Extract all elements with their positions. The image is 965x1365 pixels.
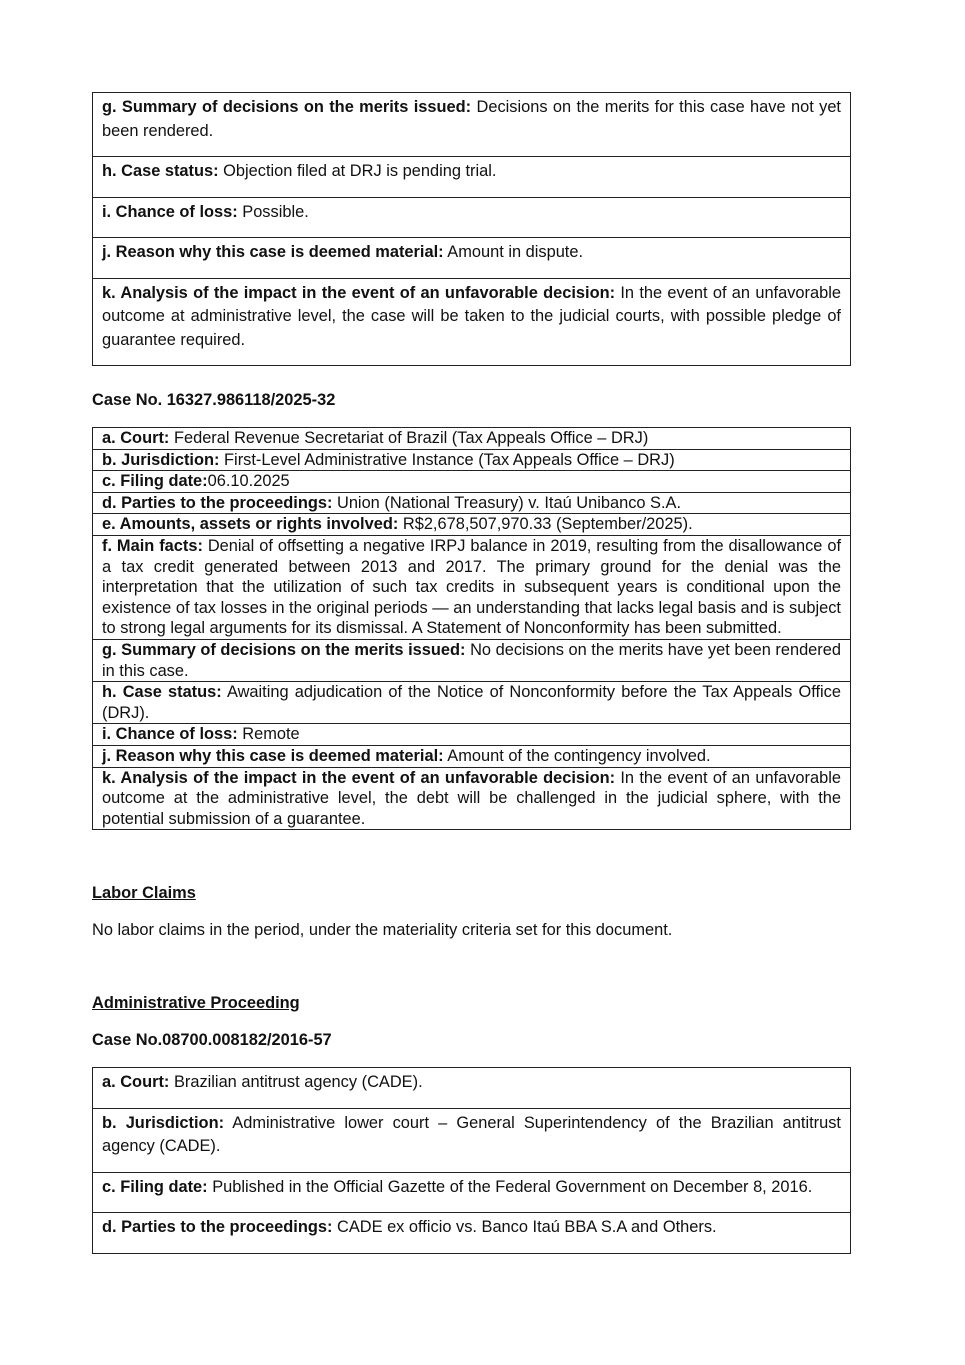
table-row bbox=[93, 449, 851, 471]
table-cell bbox=[93, 767, 851, 830]
field-value: Brazilian antitrust agency (CADE). bbox=[169, 1073, 423, 1091]
table-cell bbox=[93, 449, 851, 471]
table-row bbox=[93, 492, 851, 514]
table-cell bbox=[93, 724, 851, 746]
field-label: i. Chance of loss: bbox=[102, 202, 238, 221]
case-details-table-2 bbox=[92, 427, 851, 830]
table-cell bbox=[93, 514, 851, 536]
table-row bbox=[93, 93, 851, 157]
field-label: c. Filing date: bbox=[102, 1177, 208, 1196]
field-value: No decisions on the merits have yet been rendered in this case. bbox=[102, 640, 841, 680]
table-row bbox=[93, 1172, 851, 1213]
field-label: j. Reason why this case is deemed material: bbox=[102, 243, 444, 261]
case-details-table-1 bbox=[92, 92, 851, 366]
field-label: a. Court: bbox=[102, 1073, 170, 1091]
table-cell bbox=[93, 428, 851, 450]
field-label: a. Court: bbox=[102, 429, 170, 447]
case-title: Case No. 16327.986118/2025-32 bbox=[92, 391, 336, 409]
table-cell bbox=[93, 238, 851, 279]
table-cell bbox=[93, 197, 851, 238]
table-row bbox=[93, 1068, 851, 1109]
table-row bbox=[93, 514, 851, 536]
field-value: R$2,678,507,970.33 (September/2025). bbox=[398, 515, 693, 534]
field-label: b. Jurisdiction: bbox=[102, 450, 220, 469]
field-value: Awaiting adjudication of the Notice of Nonconformity before the Tax Appeals Office (DRJ). bbox=[102, 683, 841, 722]
field-value: Denial of offsetting a negative IRPJ balance in 2019, resulting from the disallowance of a tax credit generated between 2013 and 2017. The primary ground for the denial was the interpretation that the utilization of such tax credits in subsequent years is conditional upon the existence of tax losses in the original periods — an understanding that lacks legal basis and is subject to strong legal arguments for its dismissal. A Statement of Nonconformity has been submitted. bbox=[102, 536, 841, 638]
case-title: Case No.08700.008182/2016-57 bbox=[92, 1031, 332, 1049]
field-value: Union (National Treasury) v. Itaú Unibanco S.A. bbox=[332, 493, 682, 512]
field-value: In the event of an unfavorable outcome at administrative level, the case will be taken to the judicial courts, with possible pledge of guarantee required. bbox=[102, 283, 841, 349]
table-cell bbox=[93, 278, 851, 366]
table-row bbox=[93, 278, 851, 366]
field-label: k. Analysis of the impact in the event of an unfavorable decision: bbox=[102, 283, 616, 302]
field-label: g. Summary of decisions on the merits issued: bbox=[102, 640, 466, 659]
field-value: Possible. bbox=[237, 202, 309, 221]
table-row bbox=[93, 471, 851, 493]
table-row bbox=[93, 745, 851, 767]
table-cell bbox=[93, 471, 851, 493]
table-row bbox=[93, 238, 851, 279]
section-heading-labor: Labor Claims bbox=[92, 884, 196, 902]
table-cell bbox=[93, 157, 851, 198]
field-label: k. Analysis of the impact in the event of an unfavorable decision: bbox=[102, 768, 616, 787]
field-label: i. Chance of loss: bbox=[102, 725, 238, 744]
field-value: In the event of an unfavorable outcome at the administrative level, the debt will be challenged in the judicial sphere, with the potential submission of a guarantee. bbox=[102, 768, 841, 828]
field-label: e. Amounts, assets or rights involved: bbox=[102, 515, 399, 534]
field-label: d. Parties to the proceedings: bbox=[102, 493, 333, 512]
table-cell bbox=[93, 745, 851, 767]
table-cell bbox=[93, 1172, 851, 1213]
field-label: f. Main facts: bbox=[102, 536, 203, 555]
field-value: CADE ex officio vs. Banco Itaú BBA S.A and Others. bbox=[332, 1218, 717, 1236]
table-row bbox=[93, 1213, 851, 1254]
table-cell bbox=[93, 1213, 851, 1254]
table-row bbox=[93, 682, 851, 724]
field-label: j. Reason why this case is deemed material: bbox=[102, 746, 444, 765]
field-label: h. Case status: bbox=[102, 162, 219, 180]
table-row bbox=[93, 639, 851, 681]
field-value: Remote bbox=[237, 725, 300, 744]
section-heading-administrative: Administrative Proceeding bbox=[92, 994, 300, 1012]
table-cell bbox=[93, 639, 851, 681]
table-row bbox=[93, 724, 851, 746]
field-value: Objection filed at DRJ is pending trial. bbox=[218, 162, 497, 180]
table-cell bbox=[93, 682, 851, 724]
table-cell bbox=[93, 93, 851, 157]
table-cell bbox=[93, 1068, 851, 1109]
table-row bbox=[93, 197, 851, 238]
field-value: 06.10.2025 bbox=[207, 472, 290, 491]
table-cell bbox=[93, 535, 851, 639]
table-row bbox=[93, 1108, 851, 1172]
field-label: c. Filing date: bbox=[102, 472, 208, 491]
field-value: Administrative lower court – General Superintendency of the Brazilian antitrust agency (CADE). bbox=[102, 1113, 841, 1155]
field-value: Amount of the contingency involved. bbox=[443, 746, 711, 765]
table-cell bbox=[93, 492, 851, 514]
table-row bbox=[93, 428, 851, 450]
field-label: d. Parties to the proceedings: bbox=[102, 1218, 333, 1236]
field-value: Published in the Official Gazette of the Federal Government on December 8, 2016. bbox=[207, 1177, 813, 1196]
field-value: First-Level Administrative Instance (Tax Appeals Office – DRJ) bbox=[219, 450, 675, 469]
field-value: Decisions on the merits for this case have not yet been rendered. bbox=[102, 98, 841, 140]
table-row bbox=[93, 767, 851, 830]
table-row bbox=[93, 157, 851, 198]
field-value: Federal Revenue Secretariat of Brazil (Tax Appeals Office – DRJ) bbox=[169, 429, 649, 447]
field-label: b. Jurisdiction: bbox=[102, 1113, 225, 1132]
table-row bbox=[93, 535, 851, 639]
field-label: g. Summary of decisions on the merits issued: bbox=[102, 98, 472, 116]
field-label: h. Case status: bbox=[102, 683, 222, 702]
field-value: Amount in dispute. bbox=[443, 243, 584, 261]
labor-claims-text: No labor claims in the period, under the materiality criteria set for this document. bbox=[92, 921, 673, 939]
case-details-table-3 bbox=[92, 1067, 851, 1254]
table-cell bbox=[93, 1108, 851, 1172]
